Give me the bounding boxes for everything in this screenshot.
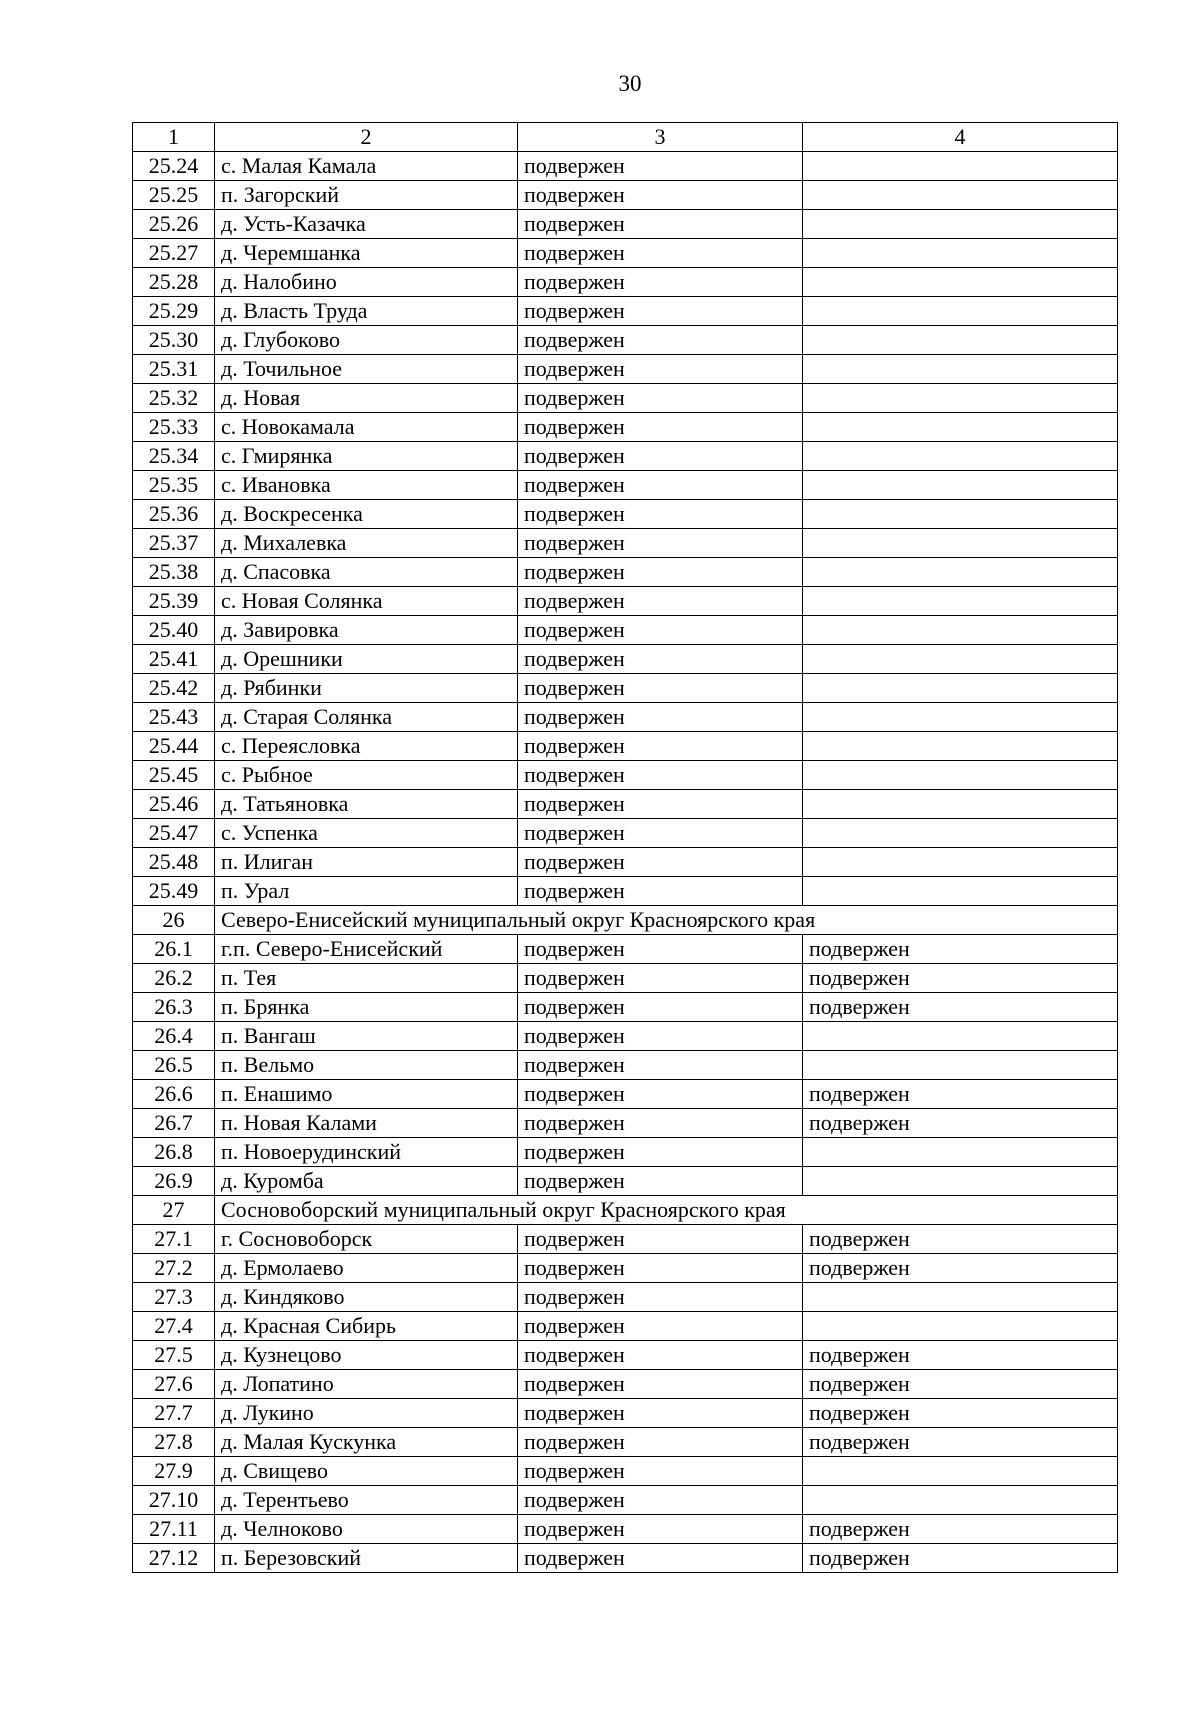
table-row [133, 1399, 1118, 1428]
column-4-value [803, 1138, 1118, 1167]
row-number: 25.45 [133, 761, 215, 790]
settlement-name: с. Успенка [215, 819, 518, 848]
column-3-value: подвержен [518, 1457, 803, 1486]
column-4-value [803, 761, 1118, 790]
column-4-value [803, 645, 1118, 674]
row-number: 25.24 [133, 152, 215, 181]
column-4-value: подвержен [803, 1080, 1118, 1109]
row-number: 25.41 [133, 645, 215, 674]
column-4-value: подвержен [803, 993, 1118, 1022]
table-row [133, 761, 1118, 790]
column-4-value: подвержен [803, 1544, 1118, 1573]
table-row [133, 239, 1118, 268]
column-4-value [803, 674, 1118, 703]
settlements-table [132, 122, 1118, 1573]
table-row [133, 297, 1118, 326]
settlement-name: п. Загорский [215, 181, 518, 210]
settlement-name: п. Новая Калами [215, 1109, 518, 1138]
column-3-value: подвержен [518, 297, 803, 326]
row-number: 26.2 [133, 964, 215, 993]
table-row [133, 732, 1118, 761]
row-number: 27.2 [133, 1254, 215, 1283]
row-number: 27.8 [133, 1428, 215, 1457]
settlement-name: д. Свищево [215, 1457, 518, 1486]
row-number: 26.6 [133, 1080, 215, 1109]
settlement-name: п. Вангаш [215, 1022, 518, 1051]
row-number: 25.36 [133, 500, 215, 529]
column-3-value: подвержен [518, 674, 803, 703]
column-3-value: подвержен [518, 848, 803, 877]
column-4-value [803, 848, 1118, 877]
settlement-name: г.п. Северо-Енисейский [215, 935, 518, 964]
row-number: 25.34 [133, 442, 215, 471]
column-3-value: подвержен [518, 1254, 803, 1283]
table-row [133, 384, 1118, 413]
column-4-value: подвержен [803, 1428, 1118, 1457]
column-3-value: подвержен [518, 471, 803, 500]
row-number: 27.5 [133, 1341, 215, 1370]
column-4-value [803, 1457, 1118, 1486]
column-4-value [803, 442, 1118, 471]
column-3-value: подвержен [518, 1080, 803, 1109]
column-4-value [803, 384, 1118, 413]
row-number: 26.4 [133, 1022, 215, 1051]
table-row [133, 1254, 1118, 1283]
column-4-value: подвержен [803, 1399, 1118, 1428]
column-3-value: подвержен [518, 1138, 803, 1167]
column-4-value [803, 297, 1118, 326]
column-3-value: подвержен [518, 645, 803, 674]
column-4-value [803, 152, 1118, 181]
column-3-value: подвержен [518, 268, 803, 297]
table-header-row [133, 123, 1118, 152]
table-row [133, 181, 1118, 210]
table-row [133, 848, 1118, 877]
column-3-value: подвержен [518, 703, 803, 732]
row-number: 25.40 [133, 616, 215, 645]
column-4-value: подвержен [803, 1515, 1118, 1544]
column-4-value [803, 210, 1118, 239]
settlement-name: д. Михалевка [215, 529, 518, 558]
column-4-value: подвержен [803, 1254, 1118, 1283]
settlement-name: д. Власть Труда [215, 297, 518, 326]
row-number: 26.5 [133, 1051, 215, 1080]
column-4-value [803, 587, 1118, 616]
column-3-value: подвержен [518, 1486, 803, 1515]
settlement-name: д. Завировка [215, 616, 518, 645]
table-row [133, 674, 1118, 703]
row-number: 27 [133, 1196, 215, 1225]
column-3-value: подвержен [518, 1544, 803, 1573]
row-number: 25.25 [133, 181, 215, 210]
column-3-value: подвержен [518, 152, 803, 181]
row-number: 26.7 [133, 1109, 215, 1138]
settlement-name: д. Татьяновка [215, 790, 518, 819]
column-4-value: подвержен [803, 1370, 1118, 1399]
table-row [133, 1486, 1118, 1515]
table-row [133, 1022, 1118, 1051]
row-number: 27.9 [133, 1457, 215, 1486]
table-row [133, 1080, 1118, 1109]
table-row [133, 210, 1118, 239]
table-row [133, 1341, 1118, 1370]
column-3-value: подвержен [518, 935, 803, 964]
table-row [133, 703, 1118, 732]
column-3-value: подвержен [518, 442, 803, 471]
column-3-value: подвержен [518, 1370, 803, 1399]
settlement-name: д. Точильное [215, 355, 518, 384]
row-number: 25.32 [133, 384, 215, 413]
table-row [133, 819, 1118, 848]
section-row [133, 1196, 1118, 1225]
row-number: 25.43 [133, 703, 215, 732]
column-3-value: подвержен [518, 732, 803, 761]
settlement-name: с. Рыбное [215, 761, 518, 790]
row-number: 25.31 [133, 355, 215, 384]
column-3-value: подвержен [518, 1312, 803, 1341]
column-4-value: подвержен [803, 935, 1118, 964]
column-4-value [803, 1283, 1118, 1312]
column-4-value [803, 616, 1118, 645]
settlement-name: д. Глубоково [215, 326, 518, 355]
settlement-name: с. Малая Камала [215, 152, 518, 181]
column-4-value [803, 1051, 1118, 1080]
table-row [133, 326, 1118, 355]
column-3-value: подвержен [518, 964, 803, 993]
column-4-value [803, 471, 1118, 500]
column-3-value: подвержен [518, 819, 803, 848]
column-3-value: подвержен [518, 558, 803, 587]
row-number: 25.38 [133, 558, 215, 587]
column-4-value [803, 1312, 1118, 1341]
column-4-value [803, 413, 1118, 442]
settlement-name: д. Спасовка [215, 558, 518, 587]
column-3-value: подвержен [518, 500, 803, 529]
column-3-value: подвержен [518, 1109, 803, 1138]
settlement-name: д. Черемшанка [215, 239, 518, 268]
row-number: 25.33 [133, 413, 215, 442]
settlement-name: п. Урал [215, 877, 518, 906]
row-number: 25.27 [133, 239, 215, 268]
header-cell-1: 1 [133, 123, 215, 152]
column-3-value: подвержен [518, 1022, 803, 1051]
column-3-value: подвержен [518, 239, 803, 268]
column-3-value: подвержен [518, 1341, 803, 1370]
table-row [133, 558, 1118, 587]
row-number: 27.1 [133, 1225, 215, 1254]
row-number: 26.9 [133, 1167, 215, 1196]
settlement-name: д. Рябинки [215, 674, 518, 703]
section-title: Сосновоборский муниципальный округ Красноярского края [215, 1196, 1118, 1225]
column-4-value [803, 558, 1118, 587]
row-number: 25.47 [133, 819, 215, 848]
column-3-value: подвержен [518, 529, 803, 558]
header-cell-4: 4 [803, 123, 1118, 152]
settlement-name: п. Вельмо [215, 1051, 518, 1080]
row-number: 25.28 [133, 268, 215, 297]
column-3-value: подвержен [518, 181, 803, 210]
settlement-name: п. Енашимо [215, 1080, 518, 1109]
column-3-value: подвержен [518, 1515, 803, 1544]
settlement-name: д. Воскресенка [215, 500, 518, 529]
table-row [133, 355, 1118, 384]
settlement-name: д. Терентьево [215, 1486, 518, 1515]
table-row [133, 790, 1118, 819]
settlement-name: с. Новокамала [215, 413, 518, 442]
settlement-name: д. Киндяково [215, 1283, 518, 1312]
settlement-name: д. Новая [215, 384, 518, 413]
table-row [133, 500, 1118, 529]
row-number: 26 [133, 906, 215, 935]
page-number: 30 [618, 71, 642, 96]
table-row [133, 1544, 1118, 1573]
table-row [133, 1312, 1118, 1341]
row-number: 27.6 [133, 1370, 215, 1399]
column-3-value: подвержен [518, 1225, 803, 1254]
column-4-value [803, 239, 1118, 268]
column-3-value: подвержен [518, 326, 803, 355]
settlement-name: д. Лопатино [215, 1370, 518, 1399]
column-3-value: подвержен [518, 1167, 803, 1196]
column-3-value: подвержен [518, 761, 803, 790]
table-row [133, 935, 1118, 964]
column-3-value: подвержен [518, 1051, 803, 1080]
column-3-value: подвержен [518, 587, 803, 616]
settlement-name: д. Старая Солянка [215, 703, 518, 732]
settlement-name: д. Красная Сибирь [215, 1312, 518, 1341]
settlement-name: с. Ивановка [215, 471, 518, 500]
settlement-name: д. Усть-Казачка [215, 210, 518, 239]
row-number: 25.48 [133, 848, 215, 877]
column-4-value: подвержен [803, 1109, 1118, 1138]
table-row [133, 645, 1118, 674]
table-row [133, 442, 1118, 471]
column-3-value: подвержен [518, 384, 803, 413]
row-number: 27.10 [133, 1486, 215, 1515]
settlement-name: п. Брянка [215, 993, 518, 1022]
column-4-value: подвержен [803, 964, 1118, 993]
column-4-value [803, 732, 1118, 761]
row-number: 25.26 [133, 210, 215, 239]
table-row [133, 1457, 1118, 1486]
column-4-value [803, 877, 1118, 906]
column-4-value [803, 500, 1118, 529]
table-row [133, 471, 1118, 500]
row-number: 25.29 [133, 297, 215, 326]
header-cell-3: 3 [518, 123, 803, 152]
column-3-value: подвержен [518, 877, 803, 906]
row-number: 25.44 [133, 732, 215, 761]
row-number: 26.3 [133, 993, 215, 1022]
table-row [133, 1225, 1118, 1254]
table-row [133, 152, 1118, 181]
table-row [133, 413, 1118, 442]
table-row [133, 1051, 1118, 1080]
row-number: 27.4 [133, 1312, 215, 1341]
settlement-name: д. Куромба [215, 1167, 518, 1196]
row-number: 27.3 [133, 1283, 215, 1312]
column-3-value: подвержен [518, 1283, 803, 1312]
column-3-value: подвержен [518, 790, 803, 819]
settlement-name: д. Ермолаево [215, 1254, 518, 1283]
row-number: 25.46 [133, 790, 215, 819]
column-3-value: подвержен [518, 413, 803, 442]
column-4-value: подвержен [803, 1341, 1118, 1370]
column-4-value: подвержен [803, 1225, 1118, 1254]
table-row [133, 877, 1118, 906]
column-4-value [803, 790, 1118, 819]
section-row [133, 906, 1118, 935]
column-4-value [803, 355, 1118, 384]
header-cell-2: 2 [215, 123, 518, 152]
settlement-name: д. Орешники [215, 645, 518, 674]
column-4-value [803, 1486, 1118, 1515]
table-row [133, 268, 1118, 297]
row-number: 27.7 [133, 1399, 215, 1428]
table-row [133, 529, 1118, 558]
row-number: 27.11 [133, 1515, 215, 1544]
table-row [133, 1109, 1118, 1138]
row-number: 27.12 [133, 1544, 215, 1573]
column-4-value [803, 529, 1118, 558]
column-4-value [803, 703, 1118, 732]
row-number: 25.35 [133, 471, 215, 500]
table-body [133, 123, 1118, 1573]
column-4-value [803, 326, 1118, 355]
table-row [133, 1428, 1118, 1457]
settlement-name: с. Гмирянка [215, 442, 518, 471]
table-row [133, 1283, 1118, 1312]
settlement-name: с. Новая Солянка [215, 587, 518, 616]
settlement-name: с. Переясловка [215, 732, 518, 761]
settlement-name: д. Лукино [215, 1399, 518, 1428]
column-3-value: подвержен [518, 1399, 803, 1428]
settlement-name: п. Новоерудинский [215, 1138, 518, 1167]
table-row [133, 1515, 1118, 1544]
table-row [133, 1370, 1118, 1399]
settlement-name: д. Малая Кускунка [215, 1428, 518, 1457]
settlement-name: д. Челноково [215, 1515, 518, 1544]
table-row [133, 964, 1118, 993]
column-4-value [803, 181, 1118, 210]
settlement-name: п. Тея [215, 964, 518, 993]
row-number: 25.39 [133, 587, 215, 616]
column-3-value: подвержен [518, 993, 803, 1022]
settlement-name: п. Илиган [215, 848, 518, 877]
table-row [133, 587, 1118, 616]
row-number: 25.37 [133, 529, 215, 558]
settlement-name: п. Березовский [215, 1544, 518, 1573]
settlement-name: д. Налобино [215, 268, 518, 297]
row-number: 26.1 [133, 935, 215, 964]
column-3-value: подвержен [518, 210, 803, 239]
row-number: 26.8 [133, 1138, 215, 1167]
section-title: Северо-Енисейский муниципальный округ Красноярского края [215, 906, 1118, 935]
column-4-value [803, 1022, 1118, 1051]
settlement-name: д. Кузнецово [215, 1341, 518, 1370]
table-row [133, 1167, 1118, 1196]
column-4-value [803, 1167, 1118, 1196]
column-4-value [803, 819, 1118, 848]
row-number: 25.49 [133, 877, 215, 906]
table-row [133, 616, 1118, 645]
column-3-value: подвержен [518, 1428, 803, 1457]
column-3-value: подвержен [518, 616, 803, 645]
settlement-name: г. Сосновоборск [215, 1225, 518, 1254]
column-4-value [803, 268, 1118, 297]
row-number: 25.30 [133, 326, 215, 355]
column-3-value: подвержен [518, 355, 803, 384]
row-number: 25.42 [133, 674, 215, 703]
table-row [133, 993, 1118, 1022]
table-row [133, 1138, 1118, 1167]
